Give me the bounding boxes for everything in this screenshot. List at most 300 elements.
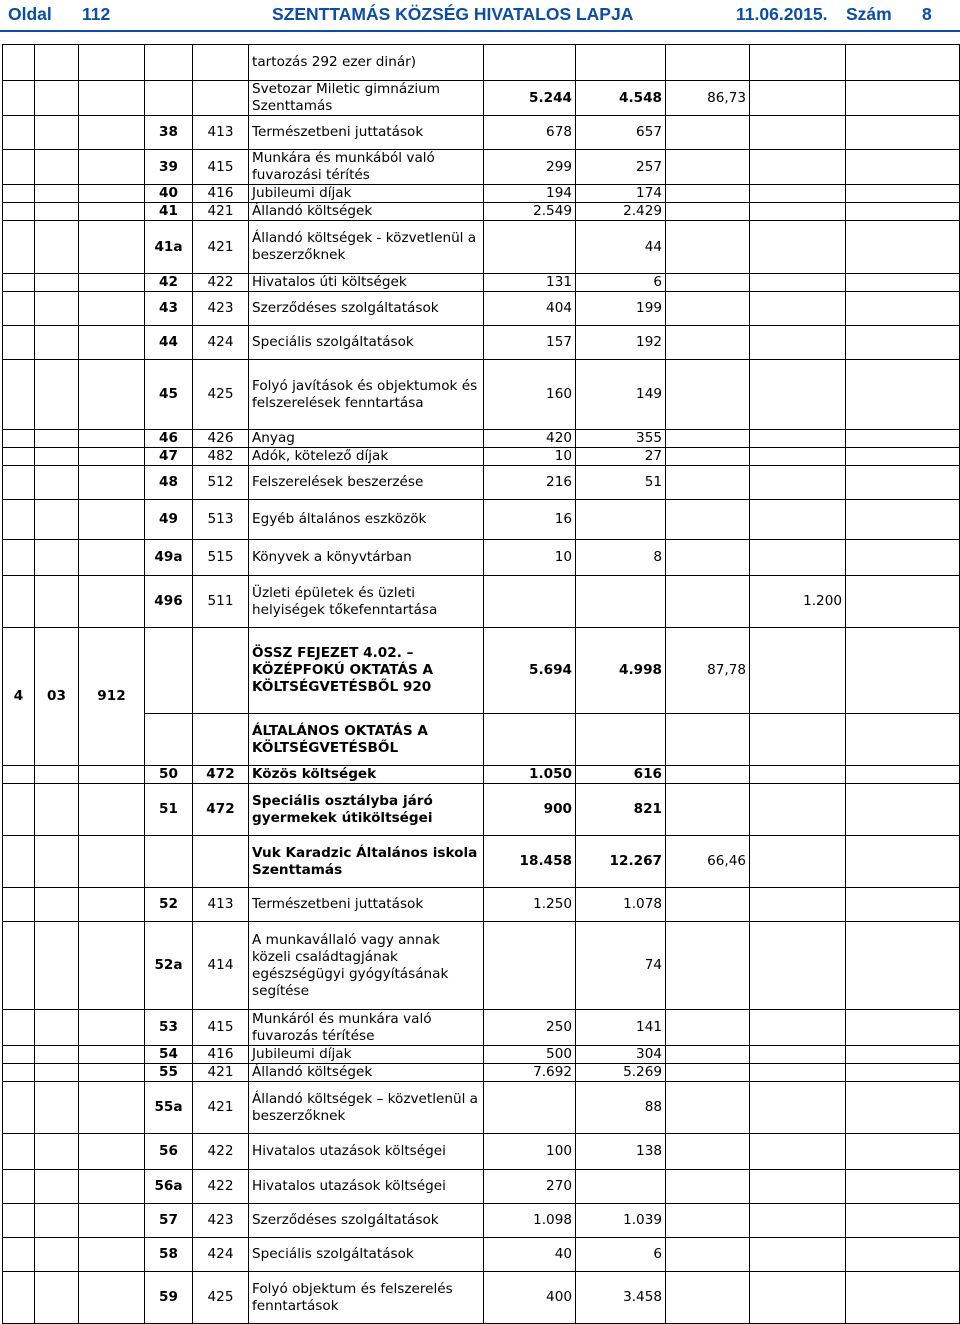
row-description: Adók, kötelező díjak — [249, 448, 484, 466]
empty-cell — [846, 1046, 960, 1064]
table-row — [3, 1238, 960, 1272]
value-planned — [484, 714, 576, 766]
value-percent — [666, 500, 750, 540]
table-row — [3, 1046, 960, 1064]
value-planned: 5.694 — [484, 628, 576, 714]
value-extra — [750, 203, 846, 221]
value-planned: 7.692 — [484, 1064, 576, 1082]
empty-cell — [846, 203, 960, 221]
value-extra — [750, 274, 846, 292]
value-extra — [750, 1238, 846, 1272]
empty-cell — [79, 766, 145, 784]
empty-cell — [3, 448, 35, 466]
row-description: Folyó javítások és objektumok és felszerelések fenntartása — [249, 360, 484, 430]
empty-cell — [3, 1046, 35, 1064]
empty-cell — [35, 116, 79, 150]
empty-cell — [79, 1170, 145, 1204]
value-extra — [750, 45, 846, 81]
empty-cell — [846, 1134, 960, 1170]
empty-cell — [3, 185, 35, 203]
table-row — [3, 1134, 960, 1170]
account-code — [193, 45, 249, 81]
empty-cell — [79, 466, 145, 500]
empty-cell — [3, 326, 35, 360]
row-number — [145, 45, 193, 81]
value-actual: 174 — [576, 185, 666, 203]
account-code: 515 — [193, 540, 249, 576]
empty-cell — [79, 500, 145, 540]
empty-cell — [846, 466, 960, 500]
value-actual: 149 — [576, 360, 666, 430]
value-planned — [484, 1082, 576, 1134]
value-percent — [666, 1170, 750, 1204]
value-planned: 131 — [484, 274, 576, 292]
issue-label: Szám — [846, 4, 892, 24]
row-description: Állandó költségek – közvetlenül a beszerzőknek — [249, 1082, 484, 1134]
value-planned: 1.098 — [484, 1204, 576, 1238]
value-planned — [484, 576, 576, 628]
empty-cell — [35, 203, 79, 221]
value-actual — [576, 45, 666, 81]
page-label: Oldal — [8, 4, 52, 24]
value-extra — [750, 784, 846, 836]
empty-cell — [846, 360, 960, 430]
table-row — [3, 1064, 960, 1082]
empty-cell — [35, 784, 79, 836]
value-extra — [750, 466, 846, 500]
row-number: 56a — [145, 1170, 193, 1204]
empty-cell — [846, 540, 960, 576]
table-row — [3, 274, 960, 292]
account-code: 415 — [193, 1010, 249, 1046]
value-percent — [666, 430, 750, 448]
empty-cell — [79, 326, 145, 360]
table-row — [3, 836, 960, 888]
row-number: 42 — [145, 274, 193, 292]
table-row — [3, 576, 960, 628]
page-header — [0, 0, 960, 32]
row-description: ÖSSZ FEJEZET 4.02. – KÖZÉPFOKÚ OKTATÁS A KÖLTSÉGVETÉSBŐL 920 — [249, 628, 484, 714]
value-extra — [750, 922, 846, 1010]
table-row — [3, 1272, 960, 1324]
empty-cell — [35, 836, 79, 888]
empty-cell — [846, 888, 960, 922]
value-planned: 10 — [484, 540, 576, 576]
account-code: 413 — [193, 116, 249, 150]
row-description: Állandó költségek — [249, 203, 484, 221]
empty-cell — [35, 766, 79, 784]
empty-cell — [846, 150, 960, 185]
row-number: 38 — [145, 116, 193, 150]
empty-cell — [35, 185, 79, 203]
value-percent — [666, 221, 750, 274]
empty-cell — [846, 326, 960, 360]
empty-cell — [35, 500, 79, 540]
value-actual: 27 — [576, 448, 666, 466]
value-actual — [576, 576, 666, 628]
empty-cell — [846, 221, 960, 274]
value-percent — [666, 466, 750, 500]
value-planned: 900 — [484, 784, 576, 836]
value-extra — [750, 292, 846, 326]
empty-cell — [846, 766, 960, 784]
row-number: 41a — [145, 221, 193, 274]
value-extra — [750, 430, 846, 448]
empty-cell — [79, 922, 145, 1010]
row-description: Folyó objektum és felszerelés fenntartások — [249, 1272, 484, 1324]
account-code: 415 — [193, 150, 249, 185]
account-code: 472 — [193, 784, 249, 836]
row-description: Jubileumi díjak — [249, 185, 484, 203]
empty-cell — [79, 116, 145, 150]
empty-cell — [846, 1082, 960, 1134]
empty-cell — [846, 1204, 960, 1238]
row-description: Egyéb általános eszközök — [249, 500, 484, 540]
value-planned: 10 — [484, 448, 576, 466]
empty-cell — [35, 922, 79, 1010]
row-description: Hivatalos utazások költségei — [249, 1134, 484, 1170]
value-actual — [576, 500, 666, 540]
empty-cell — [35, 221, 79, 274]
value-percent — [666, 45, 750, 81]
empty-cell — [35, 1170, 79, 1204]
value-actual: 1.078 — [576, 888, 666, 922]
row-description: ÁLTALÁNOS OKTATÁS A KÖLTSÉGVETÉSBŐL — [249, 714, 484, 766]
row-description: Speciális szolgáltatások — [249, 326, 484, 360]
account-code — [193, 628, 249, 714]
table-row — [3, 1082, 960, 1134]
table-row — [3, 116, 960, 150]
row-description: Természetbeni juttatások — [249, 888, 484, 922]
table-row — [3, 81, 960, 116]
account-code: 422 — [193, 1134, 249, 1170]
value-extra — [750, 836, 846, 888]
value-extra — [750, 81, 846, 116]
empty-cell — [3, 1204, 35, 1238]
row-number: 496 — [145, 576, 193, 628]
empty-cell — [846, 784, 960, 836]
row-number: 53 — [145, 1010, 193, 1046]
value-planned — [484, 45, 576, 81]
value-percent — [666, 888, 750, 922]
empty-cell — [35, 274, 79, 292]
table-row — [3, 540, 960, 576]
row-description: Anyag — [249, 430, 484, 448]
empty-cell — [846, 45, 960, 81]
empty-cell — [35, 45, 79, 81]
table-row — [3, 1010, 960, 1046]
table-row — [3, 1204, 960, 1238]
row-description: Természetbeni juttatások — [249, 116, 484, 150]
row-number: 59 — [145, 1272, 193, 1324]
value-percent — [666, 1204, 750, 1238]
empty-cell — [3, 466, 35, 500]
empty-cell — [79, 1082, 145, 1134]
empty-cell — [3, 1134, 35, 1170]
empty-cell — [3, 292, 35, 326]
value-extra — [750, 360, 846, 430]
value-percent — [666, 360, 750, 430]
value-extra — [750, 1204, 846, 1238]
publication-title: SZENTTAMÁS KÖZSÉG HIVATALOS LAPJA — [272, 4, 634, 24]
value-extra — [750, 150, 846, 185]
row-number: 40 — [145, 185, 193, 203]
row-description: tartozás 292 ezer dinár) — [249, 45, 484, 81]
row-number: 54 — [145, 1046, 193, 1064]
empty-cell — [35, 360, 79, 430]
empty-cell — [3, 360, 35, 430]
value-percent — [666, 274, 750, 292]
row-number: 43 — [145, 292, 193, 326]
value-actual: 4.998 — [576, 628, 666, 714]
empty-cell — [35, 81, 79, 116]
table-row — [3, 326, 960, 360]
value-percent — [666, 540, 750, 576]
empty-cell — [79, 150, 145, 185]
row-number: 55 — [145, 1064, 193, 1082]
value-planned: 299 — [484, 150, 576, 185]
empty-cell — [846, 430, 960, 448]
empty-cell — [3, 81, 35, 116]
account-code — [193, 714, 249, 766]
empty-cell — [79, 1134, 145, 1170]
row-number: 46 — [145, 430, 193, 448]
value-extra — [750, 766, 846, 784]
value-actual: 88 — [576, 1082, 666, 1134]
row-description: Munkáról és munkára való fuvarozás térítése — [249, 1010, 484, 1046]
table-row — [3, 628, 960, 714]
empty-cell — [79, 448, 145, 466]
value-extra — [750, 1046, 846, 1064]
value-percent — [666, 326, 750, 360]
value-planned: 100 — [484, 1134, 576, 1170]
empty-cell — [79, 360, 145, 430]
account-code: 421 — [193, 1082, 249, 1134]
value-actual — [576, 714, 666, 766]
row-description: Üzleti épületek és üzleti helyiségek tőkefenntartása — [249, 576, 484, 628]
value-extra — [750, 116, 846, 150]
account-code: 423 — [193, 1204, 249, 1238]
row-description: Szerződéses szolgáltatások — [249, 1204, 484, 1238]
value-percent: 86,73 — [666, 81, 750, 116]
empty-cell — [79, 1204, 145, 1238]
account-code: 414 — [193, 922, 249, 1010]
empty-cell — [35, 1238, 79, 1272]
empty-cell — [3, 1238, 35, 1272]
row-description: Munkára és munkából való fuvarozási térítés — [249, 150, 484, 185]
value-planned: 500 — [484, 1046, 576, 1064]
value-planned: 40 — [484, 1238, 576, 1272]
table-row — [3, 888, 960, 922]
value-actual: 821 — [576, 784, 666, 836]
value-planned: 216 — [484, 466, 576, 500]
value-actual: 304 — [576, 1046, 666, 1064]
value-actual: 355 — [576, 430, 666, 448]
empty-cell — [3, 274, 35, 292]
account-code — [193, 836, 249, 888]
issue-date: 11.06.2015. — [736, 4, 828, 24]
row-description: Hivatalos utazások költségei — [249, 1170, 484, 1204]
value-percent — [666, 784, 750, 836]
empty-cell — [79, 185, 145, 203]
row-number: 49a — [145, 540, 193, 576]
empty-cell — [35, 540, 79, 576]
table-row — [3, 292, 960, 326]
value-planned: 5.244 — [484, 81, 576, 116]
account-code: 416 — [193, 185, 249, 203]
value-percent — [666, 203, 750, 221]
account-code: 424 — [193, 326, 249, 360]
row-number: 50 — [145, 766, 193, 784]
value-planned: 678 — [484, 116, 576, 150]
row-description: Állandó költségek — [249, 1064, 484, 1082]
empty-cell — [846, 116, 960, 150]
value-actual: 51 — [576, 466, 666, 500]
table-row — [3, 1170, 960, 1204]
empty-cell — [79, 221, 145, 274]
table-row — [3, 922, 960, 1010]
row-number: 52a — [145, 922, 193, 1010]
value-planned: 420 — [484, 430, 576, 448]
value-planned: 157 — [484, 326, 576, 360]
empty-cell — [35, 326, 79, 360]
value-percent — [666, 1272, 750, 1324]
value-actual: 74 — [576, 922, 666, 1010]
account-code: 421 — [193, 1064, 249, 1082]
account-code: 424 — [193, 1238, 249, 1272]
section-code-1: 4 — [3, 628, 35, 766]
row-number: 58 — [145, 1238, 193, 1272]
account-code: 425 — [193, 360, 249, 430]
value-extra — [750, 1134, 846, 1170]
value-planned: 1.250 — [484, 888, 576, 922]
value-percent — [666, 1082, 750, 1134]
empty-cell — [35, 1010, 79, 1046]
account-code: 421 — [193, 221, 249, 274]
value-extra — [750, 714, 846, 766]
empty-cell — [846, 628, 960, 714]
empty-cell — [3, 45, 35, 81]
value-extra — [750, 1272, 846, 1324]
value-actual: 44 — [576, 221, 666, 274]
value-percent — [666, 116, 750, 150]
row-number: 57 — [145, 1204, 193, 1238]
empty-cell — [35, 292, 79, 326]
empty-cell — [846, 292, 960, 326]
row-description: A munkavállaló vagy annak közeli családtagjának egészségügyi gyógyításának segítése — [249, 922, 484, 1010]
row-number — [145, 81, 193, 116]
empty-cell — [79, 1010, 145, 1046]
value-planned: 160 — [484, 360, 576, 430]
value-actual: 192 — [576, 326, 666, 360]
value-percent — [666, 1010, 750, 1046]
empty-cell — [79, 292, 145, 326]
value-percent — [666, 576, 750, 628]
empty-cell — [3, 1010, 35, 1046]
account-code: 513 — [193, 500, 249, 540]
empty-cell — [3, 1170, 35, 1204]
value-extra — [750, 221, 846, 274]
account-code: 422 — [193, 274, 249, 292]
empty-cell — [79, 784, 145, 836]
value-planned: 2.549 — [484, 203, 576, 221]
account-code: 426 — [193, 430, 249, 448]
empty-cell — [3, 766, 35, 784]
empty-cell — [846, 1010, 960, 1046]
table-row — [3, 203, 960, 221]
empty-cell — [79, 274, 145, 292]
empty-cell — [846, 576, 960, 628]
value-extra — [750, 185, 846, 203]
empty-cell — [846, 500, 960, 540]
empty-cell — [846, 922, 960, 1010]
row-description: Állandó költségek - közvetlenül a beszerzőknek — [249, 221, 484, 274]
empty-cell — [3, 1064, 35, 1082]
table-row — [3, 221, 960, 274]
empty-cell — [846, 274, 960, 292]
value-actual: 4.548 — [576, 81, 666, 116]
empty-cell — [3, 922, 35, 1010]
empty-cell — [79, 45, 145, 81]
empty-cell — [35, 448, 79, 466]
row-number: 39 — [145, 150, 193, 185]
value-percent — [666, 1064, 750, 1082]
empty-cell — [3, 1272, 35, 1324]
value-percent — [666, 292, 750, 326]
value-actual: 8 — [576, 540, 666, 576]
value-extra — [750, 1082, 846, 1134]
empty-cell — [3, 576, 35, 628]
row-description: Vuk Karadzic Általános iskola Szenttamás — [249, 836, 484, 888]
value-actual: 3.458 — [576, 1272, 666, 1324]
empty-cell — [35, 1134, 79, 1170]
row-number — [145, 714, 193, 766]
empty-cell — [79, 1064, 145, 1082]
value-extra — [750, 1010, 846, 1046]
value-extra — [750, 1064, 846, 1082]
empty-cell — [79, 1272, 145, 1324]
value-actual: 6 — [576, 274, 666, 292]
value-extra — [750, 448, 846, 466]
section-code-3: 912 — [79, 628, 145, 766]
row-number — [145, 628, 193, 714]
row-description: Speciális osztályba járó gyermekek útiköltségei — [249, 784, 484, 836]
empty-cell — [846, 1064, 960, 1082]
value-planned: 1.050 — [484, 766, 576, 784]
empty-cell — [79, 1046, 145, 1064]
row-description: Felszerelések beszerzése — [249, 466, 484, 500]
value-extra — [750, 628, 846, 714]
row-description: Jubileumi díjak — [249, 1046, 484, 1064]
value-percent: 66,46 — [666, 836, 750, 888]
account-code: 422 — [193, 1170, 249, 1204]
empty-cell — [79, 203, 145, 221]
budget-table — [2, 44, 960, 1324]
empty-cell — [79, 836, 145, 888]
empty-cell — [79, 81, 145, 116]
empty-cell — [35, 466, 79, 500]
value-planned: 404 — [484, 292, 576, 326]
row-number: 45 — [145, 360, 193, 430]
row-description: Könyvek a könyvtárban — [249, 540, 484, 576]
page-number: 112 — [82, 4, 111, 24]
value-percent — [666, 922, 750, 1010]
empty-cell — [846, 836, 960, 888]
value-actual: 6 — [576, 1238, 666, 1272]
value-planned: 250 — [484, 1010, 576, 1046]
empty-cell — [35, 1046, 79, 1064]
empty-cell — [3, 1082, 35, 1134]
